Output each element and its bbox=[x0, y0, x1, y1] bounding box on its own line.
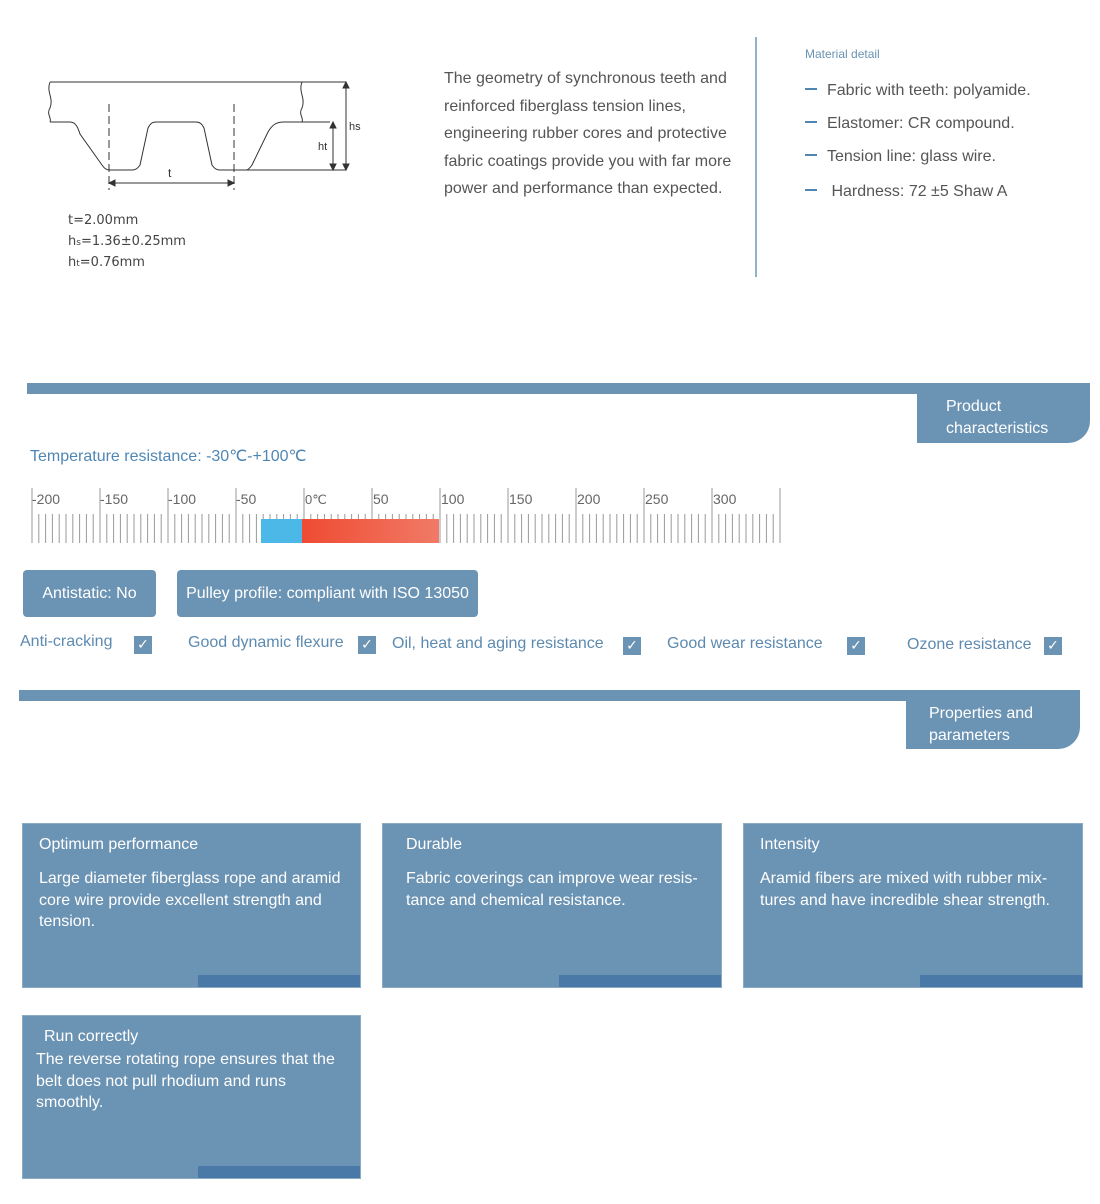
dash-icon bbox=[805, 88, 817, 90]
property-card bbox=[22, 823, 361, 988]
material-item: Fabric with teeth: polyamide. bbox=[805, 82, 1031, 100]
scale-label: 250 bbox=[645, 491, 669, 507]
scale-label: -200 bbox=[32, 491, 61, 507]
material-item: Tension line: glass wire. bbox=[805, 148, 996, 166]
scale-label: 150 bbox=[509, 491, 533, 507]
pulley-profile-badge: Pulley profile: compliant with ISO 13050 bbox=[177, 570, 478, 617]
feature-wear-resistance: Good wear resistance bbox=[667, 635, 823, 652]
property-card bbox=[743, 823, 1083, 988]
card-accent bbox=[198, 1166, 360, 1178]
material-item: Hardness: 72 ±5 Shaw A bbox=[805, 183, 1007, 201]
cold-range-bar bbox=[261, 519, 302, 543]
check-icon: ✓ bbox=[134, 636, 152, 654]
spec-hs: hs=1.36±0.25mm bbox=[68, 234, 186, 249]
property-card bbox=[382, 823, 722, 988]
temperature-title: Temperature resistance: -30℃-+100℃ bbox=[30, 448, 307, 465]
feature-anti-cracking: Anti-cracking bbox=[20, 633, 113, 650]
card-accent bbox=[920, 975, 1082, 987]
dash-icon bbox=[805, 154, 817, 156]
dash-icon bbox=[805, 189, 817, 191]
material-item: Elastomer: CR compound. bbox=[805, 115, 1015, 133]
scale-label: -100 bbox=[168, 491, 197, 507]
card-title: Durable bbox=[406, 836, 463, 853]
check-icon: ✓ bbox=[358, 636, 376, 654]
check-icon: ✓ bbox=[847, 637, 865, 655]
hot-range-bar bbox=[302, 519, 439, 543]
check-icon: ✓ bbox=[1044, 637, 1062, 655]
properties-parameters-tab: Properties and parameters bbox=[906, 701, 1080, 749]
product-description: The geometry of synchronous teeth and reinforced fiberglass tension lines, engineering rubber cores and protective fabric coatings provide you with far more power and performance than expected. bbox=[444, 70, 732, 198]
temperature-scale bbox=[28, 484, 788, 548]
product-characteristics-tab: Product characteristics bbox=[917, 394, 1090, 443]
card-accent bbox=[559, 975, 721, 987]
dim-ht-label: ht bbox=[318, 141, 328, 153]
divider bbox=[755, 37, 757, 277]
material-detail-title: Material detail bbox=[805, 47, 880, 61]
scale-label: -50 bbox=[236, 491, 257, 507]
dim-t-label: t bbox=[168, 166, 172, 180]
scale-label: 200 bbox=[577, 491, 601, 507]
feature-oil-heat-aging: Oil, heat and aging resistance bbox=[392, 635, 604, 652]
card-text: Fabric coverings can improve wear resis-tance and chemical resistance. bbox=[406, 870, 698, 909]
card-title: Optimum performance bbox=[39, 836, 199, 853]
feature-ozone-resistance: Ozone resistance bbox=[907, 636, 1032, 653]
scale-label: -150 bbox=[100, 491, 129, 507]
card-accent bbox=[198, 975, 360, 987]
card-text: Large diameter fiberglass rope and aramid core wire provide excellent strength and tension. bbox=[39, 870, 341, 931]
spec-t: t=2.00mm bbox=[68, 213, 139, 228]
dim-hs-label: hs bbox=[349, 121, 361, 133]
scale-label: 100 bbox=[441, 491, 465, 507]
dash-icon bbox=[805, 121, 817, 123]
property-card bbox=[22, 1015, 361, 1179]
scale-label: 50 bbox=[373, 491, 389, 507]
antistatic-badge: Antistatic: No bbox=[23, 570, 156, 617]
belt-tooth-diagram bbox=[40, 70, 370, 195]
card-title: Intensity bbox=[760, 836, 820, 853]
card-text: The reverse rotating rope ensures that the belt does not pull rhodium and runs smoothly. bbox=[36, 1051, 335, 1112]
spec-ht: ht=0.76mm bbox=[68, 255, 145, 270]
card-text: Aramid fibers are mixed with rubber mix-tures and have incredible shear strength. bbox=[760, 870, 1050, 909]
scale-label: 300 bbox=[713, 491, 737, 507]
feature-dynamic-flexure: Good dynamic flexure bbox=[188, 634, 344, 651]
card-title: Run correctly bbox=[44, 1028, 139, 1045]
scale-label: 0℃ bbox=[305, 492, 327, 507]
section-bar-characteristics bbox=[27, 383, 1090, 394]
section-bar-properties bbox=[19, 690, 1080, 701]
check-icon: ✓ bbox=[623, 637, 641, 655]
